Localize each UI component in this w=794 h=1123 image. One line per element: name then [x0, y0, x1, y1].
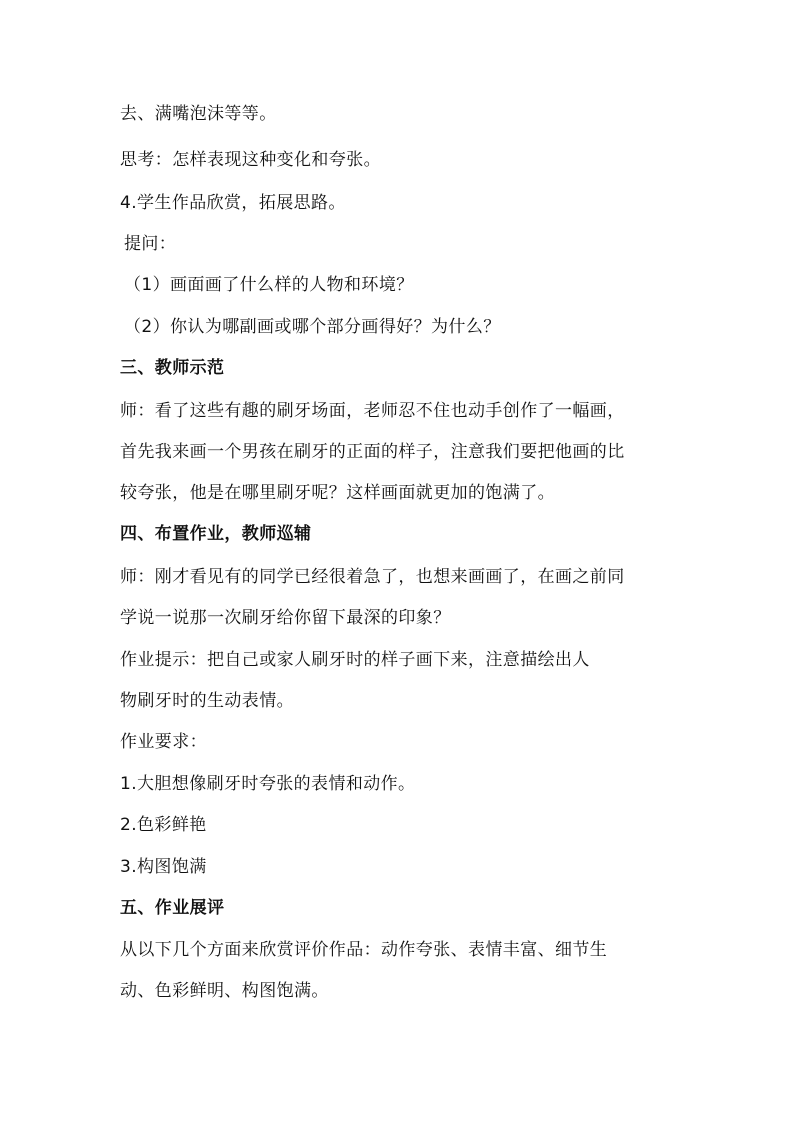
section-heading-4: 四、布置作业，教师巡辅	[120, 524, 312, 544]
evaluation-line-2: 动、色彩鲜明、构图饱满。	[120, 981, 329, 1001]
requirement-1: 1.大胆想像刷牙时夸张的表情和动作。	[120, 774, 416, 794]
requirements-label: 作业要求：	[120, 732, 207, 752]
teacher-demo-line-2: 首先我来画一个男孩在刷牙的正面的样子，注意我们要把他画的比	[120, 442, 625, 462]
assignment-hint-line-2: 物刷牙时的生动表情。	[120, 691, 294, 711]
question-2: （2）你认为哪副画或哪个部分画得好？为什么？	[124, 317, 501, 337]
step-4-text: 4.学生作品欣赏，拓展思路。	[120, 193, 346, 213]
assignment-line-1: 师：刚才看见有的同学已经很着急了，也想来画画了，在画之前同	[120, 567, 625, 587]
section-heading-5: 五、作业展评	[120, 898, 225, 918]
thinking-prompt: 思考：怎样表现这种变化和夸张。	[120, 150, 381, 170]
evaluation-line-1: 从以下几个方面来欣赏评价作品：动作夸张、表情丰富、细节生	[120, 940, 608, 960]
assignment-hint-line-1: 作业提示：把自己或家人刷牙时的样子画下来，注意描绘出人	[120, 650, 590, 670]
teacher-demo-line-1: 师：看了这些有趣的刷牙场面，老师忍不住也动手创作了一幅画，	[120, 401, 625, 421]
assignment-line-2: 学说一说那一次刷牙给你留下最深的印象？	[120, 608, 451, 628]
requirement-3: 3.构图饱满	[120, 857, 207, 877]
requirement-2: 2.色彩鲜艳	[120, 815, 207, 835]
question-1: （1）画面画了什么样的人物和环境？	[124, 275, 414, 295]
teacher-demo-line-3: 较夸张，他是在哪里刷牙呢？这样画面就更加的饱满了。	[120, 483, 555, 503]
section-heading-3: 三、教师示范	[120, 358, 225, 378]
question-label: 提问：	[124, 234, 177, 254]
paragraph-continuation: 去、满嘴泡沫等等。	[120, 104, 277, 124]
